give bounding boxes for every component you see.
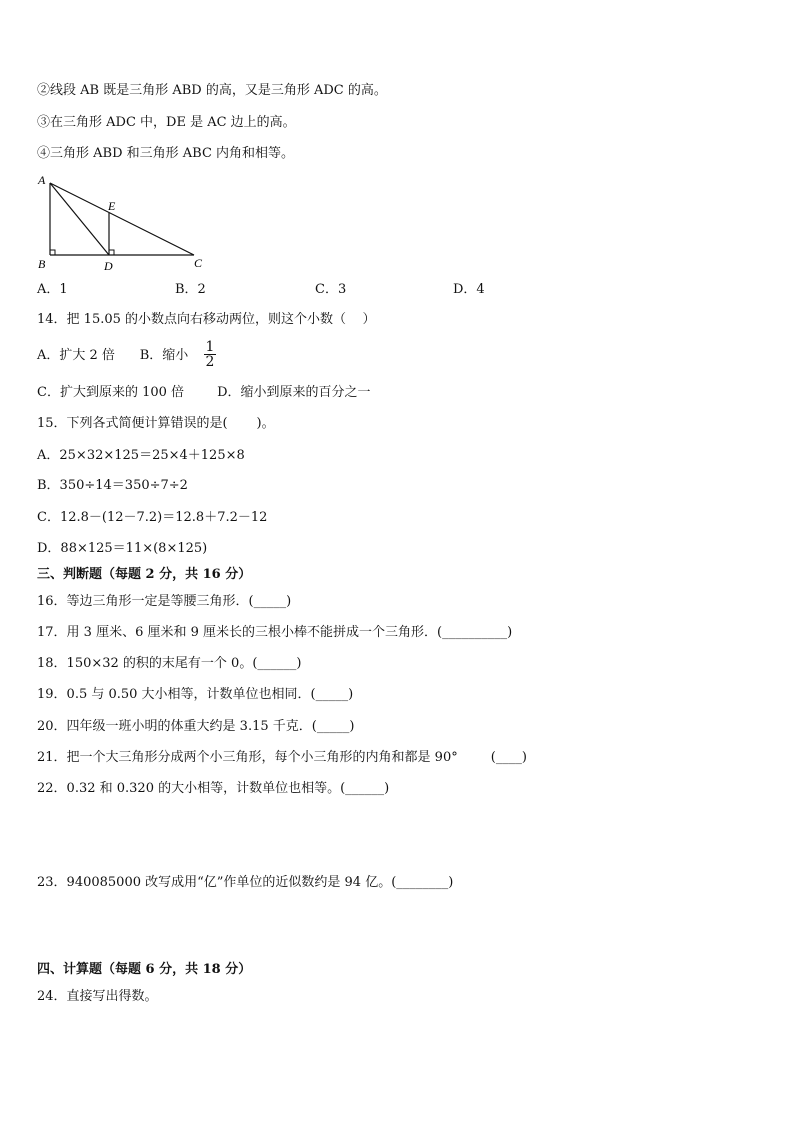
q15-option-c[interactable]: C．12.8－(12－7.2)＝12.8＋7.2－12 (37, 510, 268, 525)
q15-option-a[interactable]: A．25×32×125＝25×4＋125×8 (37, 448, 245, 463)
statement-2: ②线段 AB 既是三角形 ABD 的高，又是三角形 ADC 的高。 (37, 83, 387, 98)
q15-stem: 15．下列各式简便计算错误的是( )。 (37, 416, 275, 431)
fraction-one-half (204, 340, 216, 369)
statement-4: ④三角形 ABD 和三角形 ABC 内角和相等。 (37, 146, 295, 161)
question-22: 22．0.32 和 0.320 的大小相等，计数单位也相等。(______) (37, 781, 390, 796)
q13-option-c[interactable]: C．3 (315, 282, 347, 297)
section-4-title: 四、计算题（每题 6 分，共 18 分） (37, 962, 252, 977)
fraction-denominator: 2 (205, 354, 215, 370)
label-a: A (38, 173, 46, 187)
triangle-figure (34, 172, 209, 272)
question-18: 18．150×32 的积的末尾有一个 0。(______) (37, 656, 302, 671)
label-e: E (108, 199, 116, 213)
question-24: 24．直接写出得数。 (37, 989, 158, 1004)
q13-option-b[interactable]: B．2 (175, 282, 206, 297)
q13-option-d[interactable]: D．4 (453, 282, 485, 297)
segment-ac (50, 183, 194, 255)
label-d: D (104, 259, 113, 272)
q13-option-a[interactable]: A．1 (37, 282, 68, 297)
segment-ad (50, 183, 109, 255)
question-20: 20．四年级一班小明的体重大约是 3.15 千克．(_____) (37, 719, 355, 734)
question-17: 17．用 3 厘米、6 厘米和 9 厘米长的三根小棒不能拼成一个三角形．(__________) (37, 625, 513, 640)
question-16: 16．等边三角形一定是等腰三角形．(_____) (37, 594, 292, 609)
q15-option-d[interactable]: D．88×125＝11×(8×125) (37, 541, 208, 556)
q14-options-line2[interactable]: C．扩大到原来的 100 倍 D．缩小到原来的百分之一 (37, 385, 371, 400)
right-angle-mark-b (50, 250, 55, 255)
q14-options-line1[interactable]: A．扩大 2 倍 B．缩小 (37, 348, 189, 363)
q14-stem: 14．把 15.05 的小数点向右移动两位，则这个小数（ ） (37, 312, 376, 327)
right-angle-mark-d (109, 250, 114, 255)
label-b: B (38, 257, 46, 271)
section-3-title: 三、判断题（每题 2 分，共 16 分） (37, 567, 252, 582)
question-21: 21．把一个大三角形分成两个小三角形，每个小三角形的内角和都是 90° (____) (37, 750, 527, 765)
statement-3: ③在三角形 ADC 中，DE 是 AC 边上的高。 (37, 115, 296, 130)
question-19: 19．0.5 与 0.50 大小相等，计数单位也相同．(_____) (37, 687, 354, 702)
q15-option-b[interactable]: B．350÷14＝350÷7÷2 (37, 478, 188, 493)
fraction-numerator: 1 (205, 339, 215, 355)
question-23: 23．940085000 改写成用“亿”作单位的近似数约是 94 亿。(________) (37, 875, 454, 890)
label-c: C (194, 256, 203, 270)
